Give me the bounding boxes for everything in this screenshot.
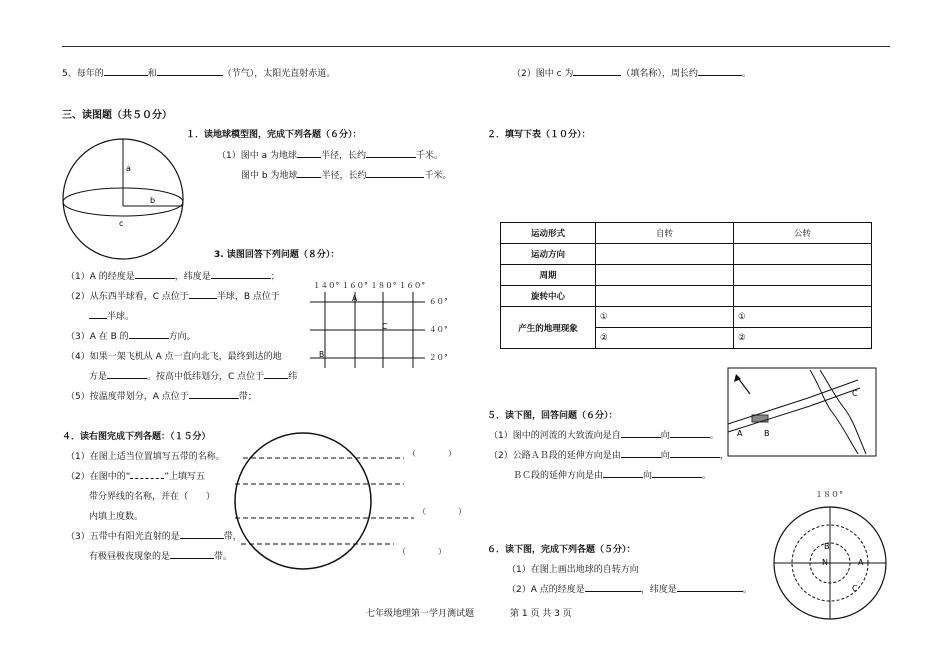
table-cell[interactable]: [596, 265, 734, 286]
q5-title: ５．读下图，回答问题（６分）：: [487, 411, 618, 421]
q3-line3: 半球。: [89, 309, 134, 322]
table-row: [501, 265, 872, 286]
point-a: A: [352, 294, 358, 303]
q1-title: １．读地球模型图，完成下列各题（６分）：: [186, 130, 362, 140]
label-A: A: [737, 429, 743, 438]
q4-line5: （3）五带中有阳光直射的是 带，: [66, 529, 242, 542]
polar-view-figure: [772, 505, 888, 621]
table-row: [501, 286, 872, 307]
label-C: C: [852, 389, 858, 398]
label-A: A: [858, 558, 864, 567]
motion-table: [500, 222, 872, 349]
q3-line5: （4）如果一架飞机从 A 点一直向北飞，最终到达的地: [66, 352, 282, 362]
table-cell[interactable]: [596, 286, 734, 307]
table-cell[interactable]: ①: [734, 307, 872, 328]
label-B: B: [764, 429, 770, 438]
table-header: 公转: [734, 223, 872, 244]
globe-model-figure: [60, 138, 190, 258]
table-cell[interactable]: ②: [734, 328, 872, 349]
table-cell[interactable]: [734, 286, 872, 307]
q3-line7: （5）按温度带划分，A 点位于 带；: [66, 389, 257, 402]
q4-line3: 带分界线的名称，并在（ ）: [89, 492, 216, 502]
section-title: 三、读图题（共５０分）: [62, 110, 172, 121]
footer-page: 第 1 页 共 3 页: [510, 609, 572, 619]
q3-title: 3. 读图回答下列问题（８分）：: [214, 250, 340, 260]
q2-title: ２．填写下表（１０分）：: [487, 130, 591, 140]
lat-40: ４０°: [429, 325, 448, 334]
q3-line1: （1）A 的经度是 ，纬度是 ；: [66, 269, 280, 282]
label-N: N: [822, 558, 828, 567]
q2-top-line: （2）图中 c 为 （填名称），周长约 。: [512, 66, 751, 79]
lat-lon-grid-figure: [305, 280, 455, 370]
river-road-figure: [728, 368, 878, 458]
q1-line2: 图中 b 为地球 半径，长约 千米。: [241, 168, 451, 181]
q5-line3: ＢＣ段的延伸方向是由 向 。: [513, 468, 711, 481]
table-cell[interactable]: ①: [596, 307, 734, 328]
q6-line2: （2）A 点的经度是 ，纬度是 。: [507, 582, 752, 595]
q3-line4: （3）A 在 B 的 方向。: [66, 329, 196, 342]
header-rule: [62, 46, 890, 47]
table-cell[interactable]: ②: [596, 328, 734, 349]
table-row: [501, 307, 872, 328]
label-C: C: [852, 584, 858, 593]
row-label: 周期: [501, 265, 596, 286]
paren-3: （ ）: [398, 547, 446, 556]
footer-title: 七年级地理第一学月测试题: [366, 609, 475, 619]
row-label: 运动方向: [501, 244, 596, 265]
table-row: [501, 223, 872, 244]
q6-fig-180: １８０°: [815, 490, 843, 499]
label-c: c: [119, 219, 124, 228]
q5-top-line: 5、每年的 和 （节气），太阳光直射赤道。: [62, 66, 335, 79]
q6-title: ６．读下图，完成下列各题（５分）：: [487, 545, 636, 555]
q3-line6: 方是 。按高中低纬划分，C 点位于 纬: [89, 369, 297, 382]
q5-line2: （2）公路ＡＢ段的延伸方向是由 向 ，: [489, 448, 729, 461]
q4-line2: （2）在图中的“ ”上填写五: [66, 469, 205, 482]
table-header: 自转: [596, 223, 734, 244]
point-b: B: [319, 350, 325, 359]
table-header: 运动形式: [501, 223, 596, 244]
q1-line1: （1）图中 a 为地球 半径，长约 千米。: [217, 148, 443, 161]
row-label: 旋转中心: [501, 286, 596, 307]
point-c: C: [382, 322, 388, 331]
lat-20: ２０°: [429, 353, 448, 362]
q4-line4: 内填上度数。: [89, 512, 144, 522]
table-row: [501, 244, 872, 265]
lat-60: ６０°: [429, 297, 448, 306]
q3-line2: （2）从东西半球看，C 点位于 半球，B 点位于: [66, 289, 280, 302]
row-label: 产生的地理现象: [501, 307, 596, 349]
table-cell[interactable]: [596, 244, 734, 265]
label-b: b: [150, 196, 156, 205]
table-cell[interactable]: [734, 244, 872, 265]
q5-line1: （1）图中的河流的大致流向是自 向 。: [489, 428, 719, 441]
paren-2: （ ）: [418, 507, 466, 516]
five-zones-figure: [232, 440, 472, 570]
grid-lon-labels: １４０° １６０° １８０° １６０°: [313, 281, 426, 290]
q4-title: ４．读右图完成下列各题：（１５分）: [62, 432, 211, 442]
q6-line1: （1）在图上画出地球的自转方向: [507, 565, 639, 575]
label-B: B: [824, 542, 830, 551]
q4-line6: 有极昼极夜现象的是 带。: [89, 549, 232, 562]
table-cell[interactable]: [734, 265, 872, 286]
label-a: a: [126, 164, 131, 173]
paren-1: （ ）: [408, 449, 456, 458]
q4-line1: （1）在图上适当位置填写五带的名称。: [66, 452, 225, 462]
